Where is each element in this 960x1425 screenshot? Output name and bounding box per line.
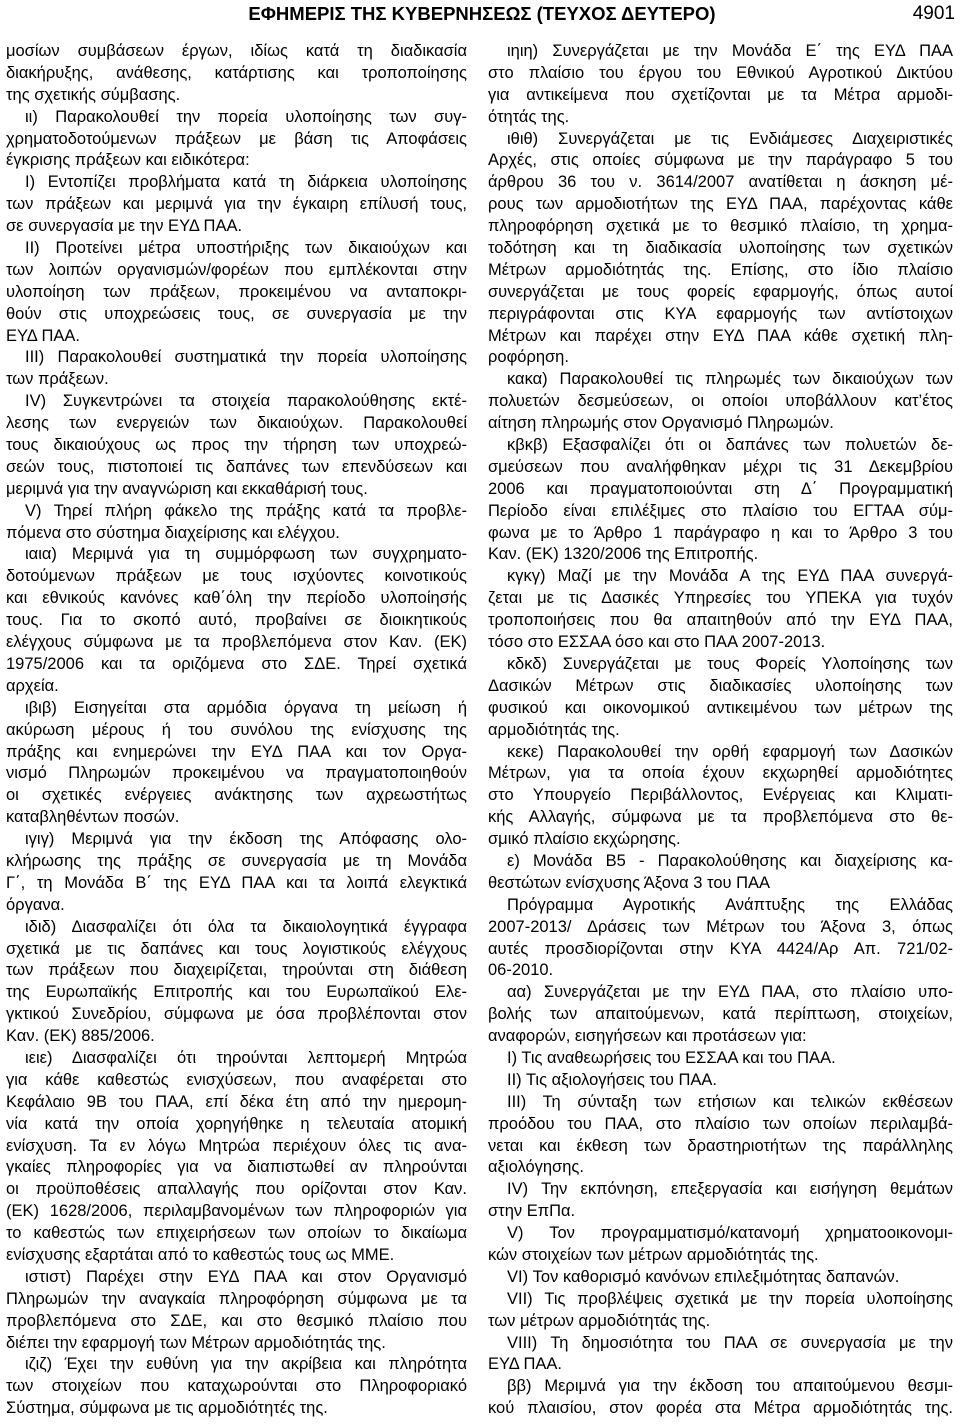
text-line: Μέτρων και παρέχει στην ΕΥΔ ΠΑΑ κάθε σχετική πλη- xyxy=(488,326,953,345)
text-line: νία κατά την οποία χορηγήθηκε η τελευταία ατομική xyxy=(6,1114,467,1133)
text-line: φυσικού και οικονομικού αντικειμένου των μέτρων της xyxy=(488,698,953,717)
text-line: γκαίες πληροφορίες για να διαπιστωθεί αν πληρούνται xyxy=(6,1158,467,1177)
text-line: προόδου του ΠΑΑ, στο πλαίσιο των οποίων περιλαμβά- xyxy=(488,1114,953,1133)
text-line: Πληρωμών την αναγκαία πληροφόρηση σύμφωνα με τα xyxy=(6,1289,467,1308)
text-line: για κάθε καθεστώς ενισχύσεων, που αναφέρεται στο xyxy=(6,1070,467,1089)
text-line: Μέτρων αρμοδιότητάς της. Επίσης, στο ίδιο πλαίσιο xyxy=(488,260,953,279)
paragraph xyxy=(6,1267,467,1355)
text-line: σε συνεργασία με την ΕΥΔ ΠΑΑ. xyxy=(6,217,243,236)
text-line: ότητάς της. xyxy=(488,107,570,126)
text-line: Δασικών Μέτρων στις διαδικασίες υλοποίησης των xyxy=(488,676,953,695)
text-line: κών στοιχείων των μέτρων αρμοδιότητάς της. xyxy=(488,1245,819,1264)
paragraph xyxy=(488,1267,953,1289)
paragraph xyxy=(488,1048,953,1070)
text-line: Γ΄, τη Μονάδα Β΄ της ΕΥΔ ΠΑΑ και τα λοιπά ελεγκτικά xyxy=(6,873,467,892)
paragraph xyxy=(488,1070,953,1092)
text-line: Μέτρων, για τα οποία έχουν εκχωρηθεί αρμοδιότητες xyxy=(488,764,953,783)
text-line: αρχεία. xyxy=(6,676,59,695)
text-line: VIII) Τη δημοσιότητα του ΠΑΑ σε συνεργασία με την xyxy=(507,1333,953,1352)
paragraph xyxy=(6,238,467,347)
text-line: προβλεπόμενα στο ΣΔΕ, και στο θεσμικό πλαίσιο που xyxy=(6,1311,467,1330)
paragraph xyxy=(6,917,467,1048)
text-line: αυτές προσδιορίζονται στην ΚΥΑ 4424/Αρ Απ. 721/02- xyxy=(488,939,953,958)
text-line: νισμό Πληρωμών προκειμένου να πραγματοποιηθούν xyxy=(6,764,467,783)
paragraph xyxy=(6,391,467,500)
text-line: VI) Τον καθορισμό κανόνων επιλεξιμότητας δαπανών. xyxy=(507,1267,900,1286)
text-line: 2006 και πραγματοποιούνται στη Δ΄ Προγραμματική xyxy=(488,479,953,498)
paragraph xyxy=(488,41,953,129)
paragraph xyxy=(488,654,953,742)
text-line: κού πλαισίου, στον φορέα στα Μέτρα αρμοδιότητάς της. xyxy=(488,1399,953,1418)
text-line: ιηιη) Συνεργάζεται με την Μονάδα Ε΄ της ΕΥΔ ΠΑΑ xyxy=(507,42,953,60)
paragraph xyxy=(488,982,953,1048)
text-line: των πράξεων. xyxy=(6,370,109,389)
text-line: κγκγ) Μαζί με την Μονάδα Α της ΕΥΔ ΠΑΑ συνεργά- xyxy=(507,567,953,586)
paragraph xyxy=(6,107,467,173)
text-line: 06-2010. xyxy=(488,961,554,980)
text-line: σμικό πλαίσιο εκχώρησης. xyxy=(488,830,681,849)
text-line: αναφορών, εισηγήσεων και προτάσεων για: xyxy=(488,1027,807,1046)
text-line: πόμενα στο σύστημα διαχείρισης και ελέγχου. xyxy=(6,523,340,542)
text-line: ρους των αρμοδιοτήτων της ΕΥΔ ΠΑΑ, παρέχοντας κάθε xyxy=(488,195,953,214)
text-line: κεκε) Παρακολουθεί την ορθή εφαρμογή των Δασικών xyxy=(507,742,953,761)
paragraph xyxy=(488,566,953,654)
text-line: σμεύσεων που αναλήφθηκαν μέχρι τις 31 Δεκεμβρίου xyxy=(488,457,953,476)
text-line: κλήρωσης της πράξης σε συνεργασία με τη Μονάδα xyxy=(6,851,467,870)
right-column xyxy=(488,41,953,1420)
text-line: των πράξεων και μεριμνά για την έγκαιρη επίλυσή τους, xyxy=(6,195,467,214)
text-line: οι σχετικές ενέργειες ανάκτησης των αχρεωστήτως xyxy=(6,786,467,805)
text-line: πολυετών δεσμεύσεων, οι οποίοι υποβάλλουν κατ’έτος xyxy=(488,392,953,411)
text-line: ΙΙΙ) Τη σύνταξη των ετήσιων και τελικών εκθέσεων xyxy=(507,1092,953,1111)
paragraph xyxy=(6,347,467,391)
text-line: V) Τηρεί πλήρη φάκελο της πράξης κατά τα προβλε- xyxy=(25,501,467,520)
text-line: πράξης και ενημερώνει την ΕΥΔ ΠΑΑ και τον Οργα- xyxy=(6,742,467,761)
text-line: των λοιπών οργανισμών/φορέων που εμπλέκονται στην xyxy=(6,260,467,279)
text-line: μεριμνά για την αναγνώριση και εκκαθάρισή τους. xyxy=(6,479,368,498)
text-line: αα) Συνεργάζεται με την ΕΥΔ ΠΑΑ, στο πλαίσιο υπο- xyxy=(507,983,953,1002)
text-line: ιαια) Μεριμνά για τη συμμόρφωση των συγχρηματο- xyxy=(25,545,467,564)
text-line: τους δικαιούχους ως προς την τήρηση των υποχρεώ- xyxy=(6,436,467,455)
text-line: στην ΕπΠα. xyxy=(488,1202,576,1221)
text-line: κβκβ) Εξασφαλίζει ότι οι δαπάνες των πολυετών δε- xyxy=(507,436,953,455)
text-line: ΙV) Την εκπόνηση, επεξεργασία και εισήγηση θεμάτων xyxy=(507,1180,953,1199)
text-line: υλοποίηση των πράξεων, προκειμένου να ανταποκρι- xyxy=(6,282,467,301)
paragraph xyxy=(488,369,953,435)
text-line: ΕΥΔ ΠΑΑ. xyxy=(6,326,80,345)
text-line: οι προϋποθέσεις απαλλαγής που ορίζονται στον Καν. xyxy=(6,1180,467,1199)
text-line: αίτηση πληρωμής στον Οργανισμό Πληρωμών. xyxy=(488,414,834,433)
page-number: 4901 xyxy=(912,3,955,24)
paragraph xyxy=(488,1376,953,1420)
paragraph xyxy=(6,1354,467,1420)
text-line: βολής των απαιτούμενων, κατά περίπτωση, στοιχείων, xyxy=(488,1005,953,1024)
paragraph xyxy=(488,1223,953,1267)
text-line: σχετικά με τις δαπάνες και τους λογιστικούς ελέγχους xyxy=(6,939,467,958)
text-line: Περίοδο είναι επιλέξιμες στο πλαίσιο του ΕΓΤΑΑ σύμ- xyxy=(488,501,953,520)
text-line: ελέγχους σύμφωνα με τα προβλεπόμενα στον Καν. (ΕΚ) xyxy=(6,633,467,652)
paragraph xyxy=(6,829,467,917)
text-line: λεσης των ενεργειών των δικαιούχων. Παρακολουθεί xyxy=(6,414,467,433)
text-line: ζεται με τις Δασικές Υπηρεσίες του ΥΠΕΚΑ για τυχόν xyxy=(488,589,953,608)
paragraph xyxy=(488,742,953,851)
text-line: Αρχές, στις οποίες σύμφωνα με την παράγραφο 5 του xyxy=(488,151,953,170)
text-line: Σύστημα, σύμφωνα με τις αρμοδιότητές της. xyxy=(6,1399,328,1418)
running-header-title: ΕΦΗΜΕΡΙΣ ΤΗΣ ΚΥΒΕΡΝΗΣΕΩΣ (ΤΕΥΧΟΣ ΔΕΥΤΕΡΟ) xyxy=(248,3,716,24)
text-line: Κεφάλαιο 9Β του ΠΑΑ, επί δέκα έτη από την ημερομη- xyxy=(6,1092,467,1111)
text-line: ββ) Μεριμνά για την έκδοση του απαιτούμενου θεσμι- xyxy=(507,1377,953,1396)
text-line: έγκρισης πράξεων και ειδικότερα: xyxy=(6,151,250,170)
paragraph xyxy=(6,172,467,238)
text-line: αξιολόγησης. xyxy=(488,1158,584,1177)
text-line: 2007-2013/ Δράσεις των Μέτρων του Άξονα 3, όπως xyxy=(488,917,953,936)
paragraph xyxy=(6,501,467,545)
text-line: θεστώτων ενίσχυσης Άξονα 3 του ΠΑΑ xyxy=(488,873,771,892)
text-line: των μέτρων αρμοδιότητάς της. xyxy=(488,1311,711,1330)
text-line: Πρόγραμμα Αγροτικής Ανάπτυξης της Ελλάδας xyxy=(507,895,953,914)
text-line: ροφόρηση. xyxy=(488,348,569,367)
text-line: το καθεστώς των επιχειρήσεων των οποίων το δικαίωμα xyxy=(6,1224,467,1243)
text-line: περιγράφονται στις ΚΥΑ εφαρμογής των αντίστοιχων xyxy=(488,304,953,323)
text-line: Ι) Εντοπίζει προβλήματα κατά τη διάρκεια υλοποίησης xyxy=(25,173,467,192)
paragraph xyxy=(488,1179,953,1223)
text-line: τροποποιήσεις που θα απαιτηθούν από την ΕΥΔ ΠΑΑ, xyxy=(488,611,953,630)
text-line: ΙΙ) Τις αξιολογήσεις του ΠΑΑ. xyxy=(507,1070,717,1089)
paragraph xyxy=(6,698,467,829)
text-line: ιζιζ) Έχει την ευθύνη για την ακρίβεια και πληρότητα xyxy=(25,1355,467,1374)
text-line: των στοιχείων που καταχωρούνται στο Πληροφοριακό xyxy=(6,1377,467,1396)
text-line: κακα) Παρακολουθεί τις πληρωμές των δικαιούχων των xyxy=(507,370,953,389)
text-line: ιειε) Διασφαλίζει ότι τηρούνται λεπτομερή Μητρώα xyxy=(25,1048,467,1067)
text-line: ιθιθ) Συνεργάζεται με τις Ενδιάμεσες Διαχειριστικές xyxy=(507,129,953,148)
text-line: φωνα με το Άρθρο 1 παράγραφο η και το Άρθρο 3 του xyxy=(488,523,953,542)
text-line: των πράξεων που διαχειρίζεται, τηρούνται στη διάθεση xyxy=(6,961,467,980)
text-line: ιστιστ) Παρέχει στην ΕΥΔ ΠΑΑ και στον Οργανισμό xyxy=(25,1267,467,1286)
text-line: ΙΙ) Προτείνει μέτρα υποστήριξης των δικαιούχων και xyxy=(25,239,467,258)
text-line: ιδιδ) Διασφαλίζει ότι όλα τα δικαιολογητικά έγγραφα xyxy=(25,917,467,936)
text-line: μοσίων συμβάσεων έργων, ιδίως κατά τη διαδικασία xyxy=(6,42,467,60)
text-line: ΕΥΔ ΠΑΑ. xyxy=(488,1355,562,1374)
text-line: της Ευρωπαϊκής Επιτροπής και του Ευρωπαϊκού Ελε- xyxy=(6,983,467,1002)
text-line: διακήρυξης, ανάθεσης, κατάρτισης και τροποποίησης xyxy=(6,63,467,82)
paragraph xyxy=(6,41,467,107)
text-line: για αντικείμενα που σχετίζονται με τα Μέτρα αρμοδι- xyxy=(488,85,953,104)
text-line: άρθρου 36 του ν. 3614/2007 ανατίθεται η άσκηση μέ- xyxy=(488,173,953,192)
paragraph xyxy=(488,851,953,895)
text-line: ιγιγ) Μεριμνά για την έκδοση της Απόφασης ολο- xyxy=(25,830,467,849)
text-line: τόσο στο ΕΣΣΑΑ όσο και στο ΠΑΑ 2007-2013. xyxy=(488,633,826,652)
text-line: ακύρωση μέρους ή του συνόλου της ενίσχυσης της xyxy=(6,720,467,739)
text-line: χρηματοδοτούμενων πράξεων με βάση τις Αποφάσεις xyxy=(6,129,467,148)
text-line: V) Τον προγραμματισμό/κατανομή χρηματοοικονομι- xyxy=(507,1224,953,1243)
paragraph xyxy=(488,1092,953,1180)
text-line: στο Υπουργείο Περιβάλλοντος, Ενέργειας και Κλιματι- xyxy=(488,786,953,805)
text-line: πληροφόρηση σχετικά με το θεσμικό πλαίσιο, τη χρημα- xyxy=(488,217,953,236)
paragraph xyxy=(488,129,953,370)
text-line: αρμοδιότητάς της. xyxy=(488,720,620,739)
paragraph xyxy=(488,435,953,566)
text-line: (ΕΚ) 1628/2006, περιλαμβανομένων των πληροφοριών για xyxy=(6,1202,467,1221)
text-line: νεται και έκθεση των δραστηριοτήτων της παράλληλης xyxy=(488,1136,953,1155)
text-line: της σχετικής σύμβασης. xyxy=(6,85,181,104)
text-line: θούν στις υποχρεώσεις τους, σε συνεργασία με την xyxy=(6,304,467,323)
text-line: ΙΙΙ) Παρακολουθεί συστηματικά την πορεία υλοποίησης xyxy=(25,348,467,367)
paragraph xyxy=(488,1333,953,1377)
text-line: στο πλαίσιο του έργου του Εθνικού Αγροτικού Δικτύου xyxy=(488,63,953,82)
text-line: συνεργάζεται με τους φορείς εφαρμογής, όπως αυτοί xyxy=(488,282,953,301)
text-line: ιι) Παρακολουθεί την πορεία υλοποίησης των συγ- xyxy=(25,107,467,126)
text-line: σεών τους, πιστοποιεί τις δαπάνες των επενδύσεων και xyxy=(6,457,467,476)
paragraph xyxy=(6,544,467,697)
paragraph xyxy=(488,1289,953,1333)
text-line: διέπει την εφαρμογή των Μέτρων αρμοδιότητάς της. xyxy=(6,1333,386,1352)
text-line: και εθνικούς κανόνες καθ΄όλη την περίοδο υλοποίησής xyxy=(6,589,467,608)
text-line: 1975/2006 και τα οριζόμενα στο ΣΔΕ. Τηρεί σχετικά xyxy=(6,654,467,673)
text-line: ιβιβ) Εισηγείται στα αρμόδια όργανα τη μείωση ή xyxy=(25,698,467,717)
paragraph xyxy=(488,895,953,983)
text-line: ενίσχυσης εξαρτάται από το καθεστώς τους ως ΜΜΕ. xyxy=(6,1245,395,1264)
text-line: δοτούμενων πράξεων με τους ισχύοντες κοινοτικούς xyxy=(6,567,467,586)
text-line: όργανα. xyxy=(6,895,65,914)
text-line: γκτικού Συνεδρίου, σύμφωνα με όσα προβλέπονται στον xyxy=(6,1005,467,1024)
text-line: Ι) Τις αναθεωρήσεις του ΕΣΣΑΑ και του ΠΑΑ. xyxy=(507,1048,836,1067)
text-line: ε) Μονάδα Β5 - Παρακολούθησης και διαχείρισης κα- xyxy=(507,851,953,870)
text-line: τους. Για το σκοπό αυτό, προβαίνει σε διοικητικούς xyxy=(6,611,467,630)
text-line: VII) Τις προβλέψεις σχετικά με την πορεία υλοποίησης xyxy=(507,1289,953,1308)
text-line: Καν. (ΕΚ) 1320/2006 της Επιτροπής. xyxy=(488,545,759,564)
text-line: Καν. (ΕΚ) 885/2006. xyxy=(6,1027,155,1046)
left-column xyxy=(6,41,467,1420)
text-line: κής Αλλαγής, σύμφωνα με τα προβλεπόμενα στο θε- xyxy=(488,808,953,827)
text-line: ενίσχυση. Τα εν λόγω Μητρώα περιέχουν όλες τις ανα- xyxy=(6,1136,467,1155)
paragraph xyxy=(6,1048,467,1267)
text-line: κδκδ) Συνεργάζεται με τους Φορείς Υλοποίησης των xyxy=(507,654,953,673)
text-line: τοδότηση και τη διαδικασία υλοποίησης των σχετικών xyxy=(488,239,953,258)
text-line: καταβληθέντων ποσών. xyxy=(6,808,180,827)
text-line: ΙV) Συγκεντρώνει τα στοιχεία παρακολούθησης εκτέ- xyxy=(25,392,467,411)
